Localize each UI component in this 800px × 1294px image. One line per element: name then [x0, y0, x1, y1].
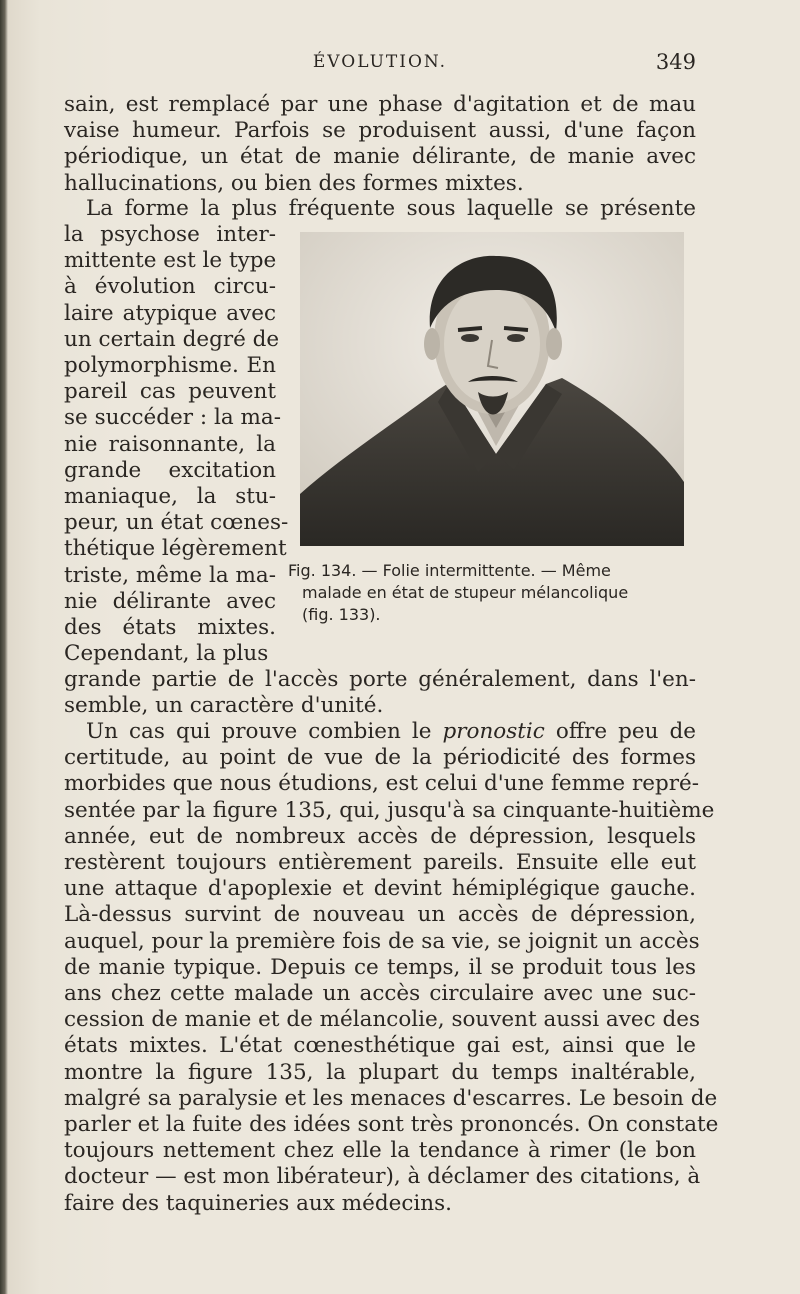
text-line: La forme la plus fréquente sous laquelle se présente [86, 196, 696, 221]
book-spine-edge [0, 0, 8, 1294]
text-line: hallucinations, ou bien des formes mixtes. [64, 170, 524, 196]
text-line: vaise humeur. Parfois se produisent aussi, d'une façon [64, 118, 696, 144]
text-fragment: offre peu de [544, 719, 697, 744]
text-line: triste, même la ma- [64, 562, 276, 588]
text-line: pareil cas peuvent [64, 379, 276, 405]
text-line: polymorphisme. En [64, 353, 276, 379]
text-line: semble, un caractère d'unité. [64, 693, 384, 719]
text-line: périodique, un état de manie délirante, de manie avec [64, 144, 696, 170]
text-line: faire des taquineries aux médecins. [64, 1190, 452, 1216]
text-line: parler et la fuite des idées sont très prononcés. On constate [64, 1112, 719, 1138]
text-line: thétique légèrement [64, 536, 287, 562]
text-line: un certain degré de [64, 326, 280, 352]
text-line: restèrent toujours entièrement pareils. Ensuite elle eut [64, 850, 696, 876]
text-line: morbides que nous étudions, est celui d'une femme repré- [64, 771, 700, 797]
text-line: nie délirante avec [64, 588, 276, 614]
caption-line: malade en état de stupeur mélancolique [302, 583, 629, 602]
text-line: montre la figure 135, la plupart du temps inaltérable, [64, 1059, 696, 1085]
text-line: Là-dessus survint de nouveau un accès de dépression, [64, 902, 696, 928]
text-line: année, eut de nombreux accès de dépression, lesquels [64, 823, 696, 849]
paragraph-2-continued [64, 667, 696, 719]
caption-line: Fig. 134. — Folie intermittente. — Même [288, 561, 611, 580]
paragraph-1 [64, 92, 696, 197]
page-header [64, 52, 696, 82]
paragraph-3 [64, 719, 719, 1217]
text-line: la psychose inter- [64, 222, 276, 247]
text-line: toujours nettement chez elle la tendance à rimer (le bon [64, 1138, 696, 1164]
page-number: 349 [655, 50, 696, 74]
running-head: ÉVOLUTION. [312, 52, 448, 72]
text-line [64, 719, 696, 745]
figure-caption [288, 560, 698, 626]
text-line: ans chez cette malade un accès circulaire avec une suc- [64, 981, 696, 1007]
paragraph-2-wrap-column [64, 222, 289, 667]
text-line: malgré sa paralysie et les menaces d'escarres. Le besoin de [64, 1085, 718, 1111]
text-line: docteur — est mon libérateur), à déclamer des citations, à [64, 1164, 701, 1190]
text-line: laire atypique avec [64, 300, 276, 326]
text-line: mittente est le type [64, 248, 277, 274]
caption-line: (fig. 133). [302, 605, 381, 624]
text-line: nie raisonnante, la [64, 431, 276, 457]
text-line: se succéder : la ma- [64, 405, 281, 431]
text-line: grande excitation [64, 457, 276, 483]
text-line: certitude, au point de vue de la périodicité des formes [64, 745, 696, 771]
text-line: peur, un état cœnes- [64, 510, 289, 536]
text-line: Cependant, la plus [64, 641, 269, 667]
emphasized-word: pronostic [442, 719, 545, 744]
text-line: auquel, pour la première fois de sa vie, se joignit un accès [64, 928, 700, 954]
text-line: une attaque d'apoplexie et devint hémiplégique gauche. [64, 876, 696, 902]
text-line: états mixtes. L'état cœnesthétique gai est, ainsi que le [64, 1033, 696, 1059]
text-line: sentée par la figure 135, qui, jusqu'à sa cinquante-huitième [64, 797, 715, 823]
text-line: maniaque, la stu- [64, 484, 276, 510]
paragraph-2-intro [64, 196, 696, 222]
text-fragment: Un cas qui prouve combien le [86, 719, 443, 744]
text-line: cession de manie et de mélancolie, souvent aussi avec des [64, 1007, 700, 1033]
text-line: des états mixtes. [64, 615, 276, 641]
portrait-photograph [300, 232, 684, 546]
portrait-figure-illustration [300, 232, 684, 546]
text-line: grande partie de l'accès porte généralement, dans l'en- [64, 667, 696, 692]
text-line: sain, est remplacé par une phase d'agitation et de mau [64, 92, 696, 117]
text-line: de manie typique. Depuis ce temps, il se produit tous les [64, 954, 696, 980]
text-line: à évolution circu- [64, 274, 276, 300]
